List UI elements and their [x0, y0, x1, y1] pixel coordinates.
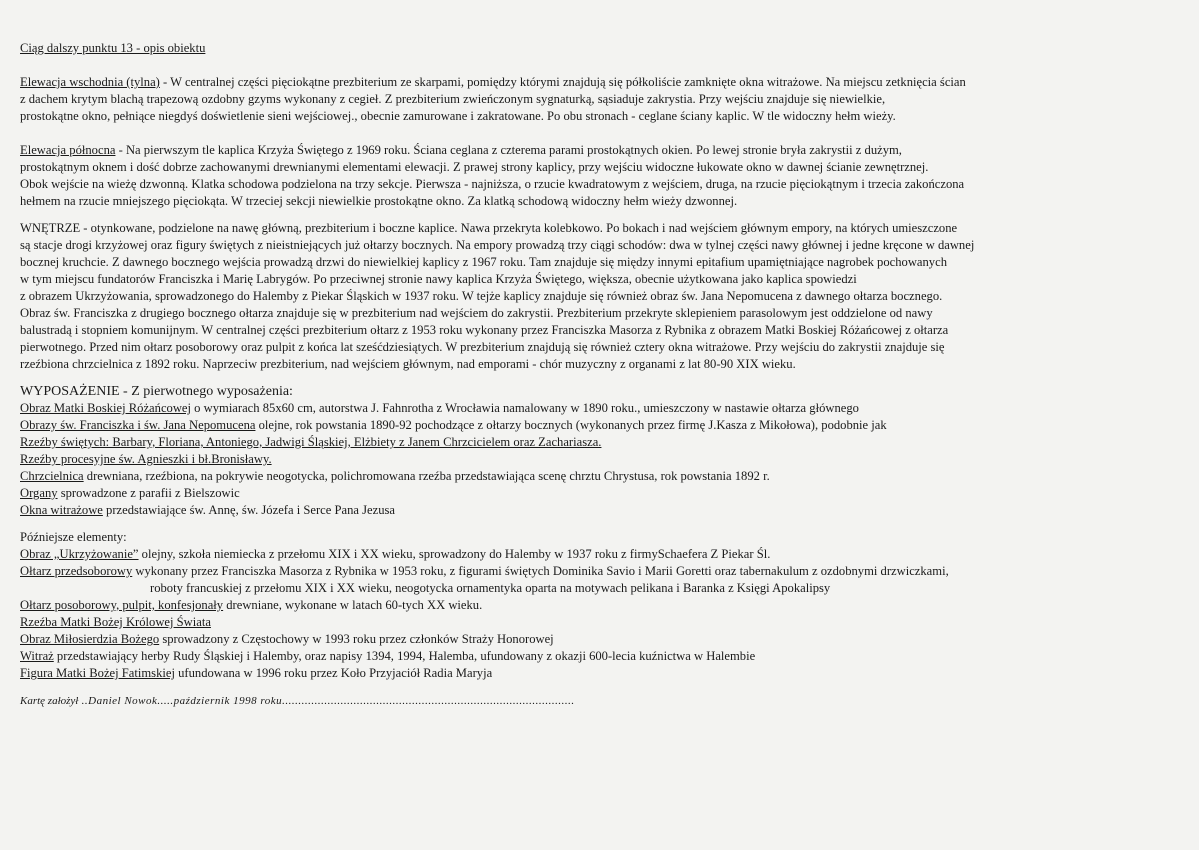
equipment-item-label: Obraz Matki Boskiej Różańcowej	[20, 401, 192, 415]
equipment-item-label: Chrzcielnica	[20, 469, 84, 483]
later-item	[20, 614, 1170, 631]
equipment-item-text: o wymiarach 85x60 cm, autorstwa J. Fahnrotha z Wrocławia namalowany w 1890 roku., umieszczony w nastawie ołtarza głównego	[191, 401, 859, 415]
north-elevation-paragraph	[20, 142, 1170, 210]
later-item-text: ufundowana w 1996 roku przez Koło Przyjaciół Radia Maryja	[174, 666, 493, 680]
later-item-continuation: roboty francuskiej z przełomu XIX i XX wieku, neogotycka ornamentyka oparta na motywach pelikana i Baranka z Księgi Apokalipsy	[150, 581, 831, 595]
equipment-item	[20, 434, 1170, 451]
equipment-item-text: sprowadzone z parafii z Bielszowic	[57, 486, 240, 500]
equipment-item-label: Rzeźby procesyjne św. Agnieszki i bł.Bronisławy.	[20, 452, 272, 466]
later-elements-title: Późniejsze elementy:	[20, 530, 127, 544]
north-elevation-line: hełmem na rzucie mniejszego pięciokąta. W trzeciej sekcji niewielkie prostokątne okno. Za klatką schodową widoczny hełm wieży dzwonnej.	[20, 194, 738, 208]
equipment-item	[20, 417, 1170, 434]
equipment-subtitle: - Z pierwotnego wyposażenia:	[119, 384, 293, 399]
equipment-item	[20, 502, 1170, 519]
equipment-item-label: Rzeźby świętych: Barbary, Floriana, Antoniego, Jadwigi Śląskiej, Elżbiety z Janem Chrzcicielem oraz Zachariasza.	[20, 435, 602, 449]
later-item-text: przedstawiający herby Rudy Śląskiej i Halemby, oraz napisy 1394, 1994, Halemba, ufundowany z okazji 600-lecia kuźnictwa w Halembie	[53, 649, 756, 663]
interior-line: z obrazem Ukrzyżowania, sprowadzonego do Halemby z Piekar Śląskich w 1937 roku. W tejże kaplicy znajduje się również obraz św. Jana Nepomucena z dawnego ołtarza bocznego.	[20, 289, 943, 303]
interior-paragraph	[20, 220, 1170, 373]
later-item-text: drewniane, wykonane w latach 60-tych XX wieku.	[223, 598, 483, 612]
later-item	[20, 665, 1170, 682]
east-elevation-label: Elewacja wschodnia (tylna)	[20, 75, 160, 89]
east-elevation-line: - W centralnej części pięciokątne prezbiterium ze skarpami, pomiędzy którymi znajdują się półkoliście zamknięte okna witrażowe. Na miejscu zetknięcia ścian	[159, 75, 966, 89]
later-elements-section	[20, 529, 1170, 682]
interior-line: bocznej kruchcie. Z dawnego bocznego wejścia prowadzą drzwi do niewielkiej kaplicy z 1967 roku. Tam znajduje się między innymi epitafium upamiętniające nagrobek pochowanych	[20, 255, 947, 269]
equipment-item	[20, 485, 1170, 502]
equipment-item-text: drewniana, rzeźbiona, na pokrywie neogotycka, polichromowana rzeźba przedstawiająca scenę chrztu Chrystusa, rok powstania 1892 r.	[83, 469, 770, 483]
later-item-text: sprowadzony z Częstochowy w 1993 roku przez członków Straży Honorowej	[159, 632, 554, 646]
later-item	[20, 546, 1170, 563]
later-item-text: wykonany przez Franciszka Masorza z Rybnika w 1953 roku, z figurami świętych Dominika Savio i Marii Goretti oraz tabernakulum z ozdobnymi drzwiczkami,	[132, 564, 949, 578]
card-author-footer	[20, 693, 1170, 710]
equipment-section	[20, 383, 1170, 519]
later-item-label: Obraz Miłosierdzia Bożego	[20, 632, 160, 646]
east-elevation-line: z dachem krytym blachą trapezową ozdobny gzyms wykonany z cegieł. Z prezbiterium zwieńczonym sygnaturką, sąsiaduje zakrystia. Przy wejściu znajduje się niewielkie,	[20, 92, 886, 106]
interior-line: WNĘTRZE - otynkowane, podzielone na nawę główną, prezbiterium i boczne kaplice. Nawa przekryta kolebkowo. Po bokach i nad wejściem głównym empory, na których umieszczone	[20, 221, 958, 235]
interior-line: rzeźbiona chrzcielnica z 1892 roku. Naprzeciw prezbiterium, nad wejściem głównym, nad emporami - chór muzyczny z organami z lat 80-90 XIX wieku.	[20, 357, 796, 371]
later-item	[20, 648, 1170, 665]
equipment-item-label: Okna witrażowe	[20, 503, 103, 517]
later-item-label: Ołtarz posoborowy, pulpit, konfesjonały	[20, 598, 224, 612]
east-elevation-paragraph	[20, 74, 1170, 125]
later-item	[20, 631, 1170, 648]
later-item-text: olejny, szkoła niemiecka z przełomu XIX i XX wieku, sprowadzony do Halemby w 1937 roku z firmySchaefera Z Piekar Śl.	[138, 547, 771, 561]
interior-line: pierwotnego. Przed nim ołtarz posoborowy oraz pulpit z końca lat sześćdziesiątych. W prezbiterium znajdują się również cztery okna witrażowe. Przy wejściu do zakrystii znajduje się	[20, 340, 945, 354]
equipment-item	[20, 451, 1170, 468]
later-item	[20, 563, 1170, 580]
description-content	[20, 40, 1170, 710]
east-elevation-line: prostokątne okno, pełniące niegdyś doświetlenie sieni wejściowej., obecnie zamurowane i zakratowane. Po obu stronach - ceglane ściany kaplic. W tle widoczny hełm wieży.	[20, 109, 896, 123]
later-item-label: Witraż	[20, 649, 54, 663]
north-elevation-line: Obok wejście na wieżę dzwonną. Klatka schodowa podzielona na trzy sekcje. Pierwsza - najniższa, o rzucie kwadratowym z wejściem, druga, na rzucie pięciokątnym i trzecia zakończona	[20, 177, 965, 191]
later-item	[20, 597, 1170, 614]
later-item-label: Ołtarz przedsoborowy	[20, 564, 133, 578]
equipment-item-label: Obrazy św. Franciszka i św. Jana Nepomucena	[20, 418, 256, 432]
interior-line: są stacje drogi krzyżowej oraz figury świętych z nieistniejących już ołtarzy bocznych. Na empory prowadzą trzy ciągi schodów: dwa w tylnej części nawy głównej i jedne kręcone w dawnej	[20, 238, 975, 252]
interior-line: balustradą i stopniem komunijnym. W centralnej części prezbiterium ołtarz z 1953 roku wykonany przez Franciszka Masorza z Rybnika z obrazem Matki Boskiej Różańcowej z ołtarza	[20, 323, 949, 337]
north-elevation-line: - Na pierwszym tle kaplica Krzyża Świętego z 1969 roku. Ściana ceglana z czterema parami prostokątnych okien. Po lewej stronie bryła zakrystii z dużym,	[115, 143, 902, 157]
later-item-label: Obraz „Ukrzyżowanie”	[20, 547, 139, 561]
equipment-item	[20, 400, 1170, 417]
north-elevation-line: prostokątnym oknem i dość dobrze zachowanymi drewnianymi elementami elewacji. Z prawej strony kaplicy, przy wejściu widoczne łukowate okno w dawnej ścianie zewnętrznej.	[20, 160, 929, 174]
later-item-label: Rzeźba Matki Bożej Królowej Świata	[20, 615, 211, 629]
interior-line: w tym miejscu fundatorów Franciszka i Marię Labrygów. Po przeciwnej stronie nawy kaplica Krzyża Świętego, większa, obecnie użytkowana jako kaplica spowiedzi	[20, 272, 857, 286]
north-elevation-label: Elewacja północna	[20, 143, 116, 157]
equipment-item-text: olejne, rok powstania 1890-92 pochodzące z ołtarzy bocznych (wykonanych przez firmę J.Kasza z Mikołowa), podobnie jak	[255, 418, 887, 432]
equipment-item-text: przedstawiające św. Annę, św. Józefa i Serce Pana Jezusa	[102, 503, 395, 517]
continuation-heading: Ciąg dalszy punktu 13 - opis obiektu	[20, 41, 206, 55]
interior-line: Obraz św. Franciszka z drugiego bocznego ołtarza znajduje się w prezbiterium nad wejściem do zakrystii. Prezbiterium przekryte sklepieniem parasolowym jest oddzielone od nawy	[20, 306, 933, 320]
equipment-item	[20, 468, 1170, 485]
footer-value: ..Daniel Nowok.....październik 1998 roku..........................................................................................	[78, 695, 575, 707]
later-item-label: Figura Matki Bożej Fatimskiej	[20, 666, 175, 680]
footer-label: Kartę założył	[20, 695, 79, 707]
equipment-item-label: Organy	[20, 486, 58, 500]
equipment-title: WYPOSAŻENIE	[20, 384, 120, 399]
